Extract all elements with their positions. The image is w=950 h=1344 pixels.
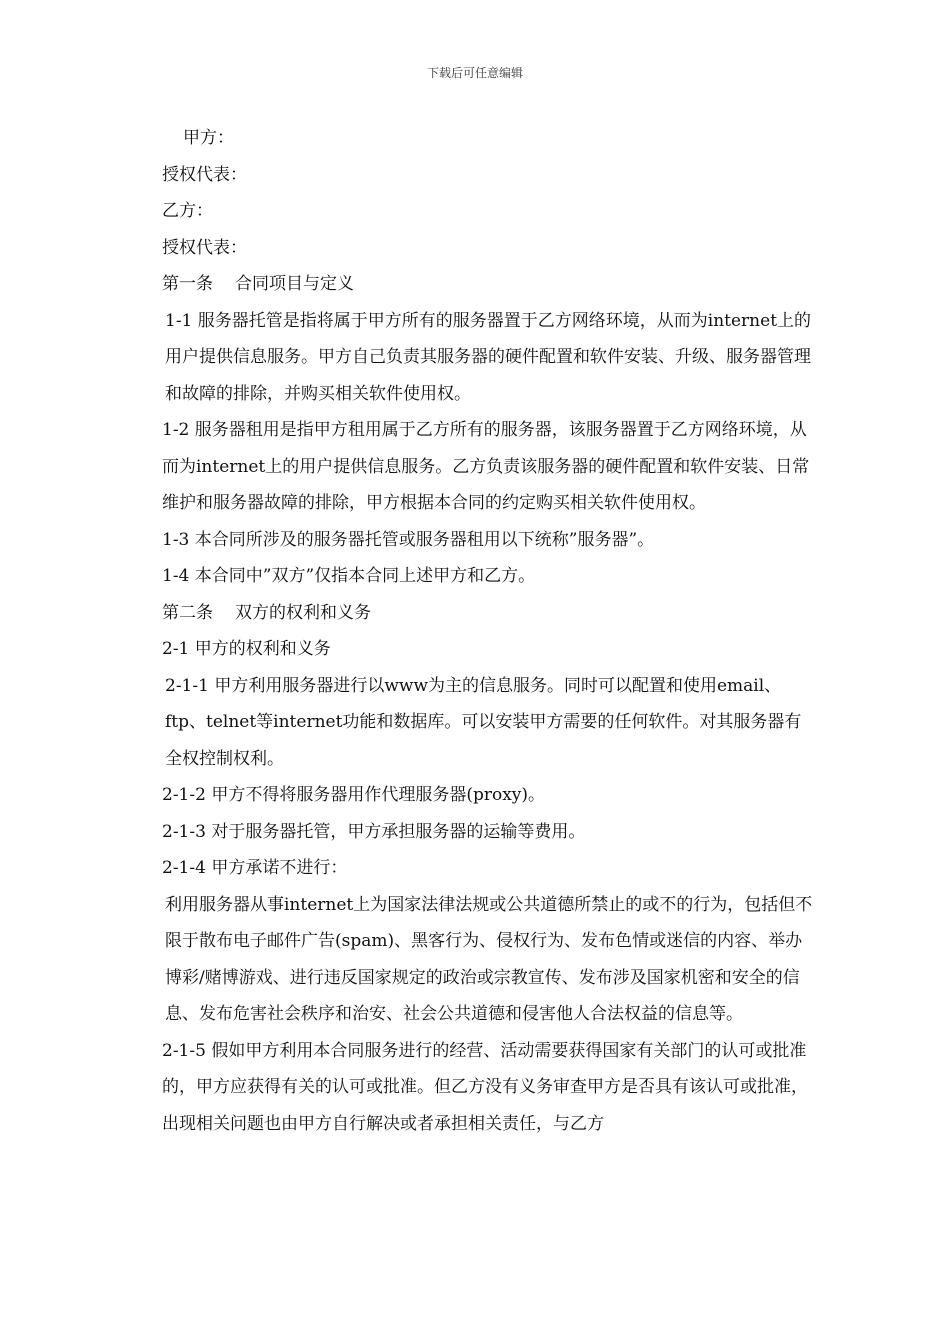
clause-1-1: 1-1 服务器托管是指将属于甲方所有的服务器置于乙方网络环境，从而为internet上的用户提供信息服务。甲方自己负责其服务器的硬件配置和软件安装、升级、服务器管理和故障的排除，并购买相关软件使用权。 bbox=[165, 310, 812, 404]
article-2-title: 双方的权利和义务 bbox=[235, 602, 371, 623]
clause-1-2: 1-2 服务器租用是指甲方租用属于乙方所有的服务器，该服务器置于乙方网络环境，从而为internet上的用户提供信息服务。乙方负责该服务器的硬件配置和软件安装、日常维护和服务器故障的排除，甲方根据本合同的约定购买相关软件使用权。 bbox=[162, 420, 810, 513]
article-1-heading bbox=[143, 266, 813, 303]
clause-2-1-4-detail: 利用服务器从事internet上为国家法律法规或公共道德所禁止的或不的行为，包括但不限于散布电子邮件广告(spam)、黑客行为、侵权行为、发布色情或迷信的内容、举办博彩/赌博游戏、进行违反国家规定的政治或宗教宣传、发布涉及国家机密和安全的信息、发布危害社会秩序和治安、社会公共道德和侵害他人合法权益的信息等。 bbox=[165, 894, 813, 1024]
clause-2-1-1: 2-1-1 甲方利用服务器进行以www为主的信息服务。同时可以配置和使用email、ftp、telnet等internet功能和数据库。可以安装甲方需要的任何软件。对其服务器有全权控制权利。 bbox=[165, 675, 802, 769]
clause-2-1-4: 2-1-4 甲方承诺不进行： bbox=[162, 858, 348, 878]
party-a-line: 甲方： bbox=[183, 128, 234, 148]
article-1-number: 第一条 bbox=[162, 274, 213, 294]
clause-2-1-3: 2-1-3 对于服务器托管，甲方承担服务器的运输等费用。 bbox=[162, 821, 586, 842]
article-2-number: 第二条 bbox=[162, 602, 213, 623]
document-body bbox=[143, 120, 813, 1142]
page-header: 下载后可任意编辑 bbox=[426, 66, 523, 80]
clause-1-4: 1-4 本合同中”双方”仅指本合同上述甲方和乙方。 bbox=[162, 566, 536, 586]
clause-2-1-2: 2-1-2 甲方不得将服务器用作代理服务器(proxy)。 bbox=[162, 785, 546, 805]
party-b-rep-line: 授权代表： bbox=[162, 237, 247, 258]
clause-2-1-5: 2-1-5 假如甲方利用本合同服务进行的经营、活动需要获得国家有关部门的认可或批准的，甲方应获得有关的认可或批准。但乙方没有义务审查甲方是否具有该认可或批准，出现相关问题也由甲方自行解决或者承担相关责任，与乙方 bbox=[162, 1040, 808, 1134]
clause-2-1: 2-1 甲方的权利和义务 bbox=[162, 639, 331, 659]
party-a-rep-line: 授权代表： bbox=[162, 164, 247, 185]
article-1-title: 合同项目与定义 bbox=[235, 274, 354, 294]
party-b-line: 乙方： bbox=[162, 201, 213, 221]
article-2-heading bbox=[143, 595, 813, 632]
clause-1-3: 1-3 本合同所涉及的服务器托管或服务器租用以下统称”服务器”。 bbox=[162, 529, 655, 550]
